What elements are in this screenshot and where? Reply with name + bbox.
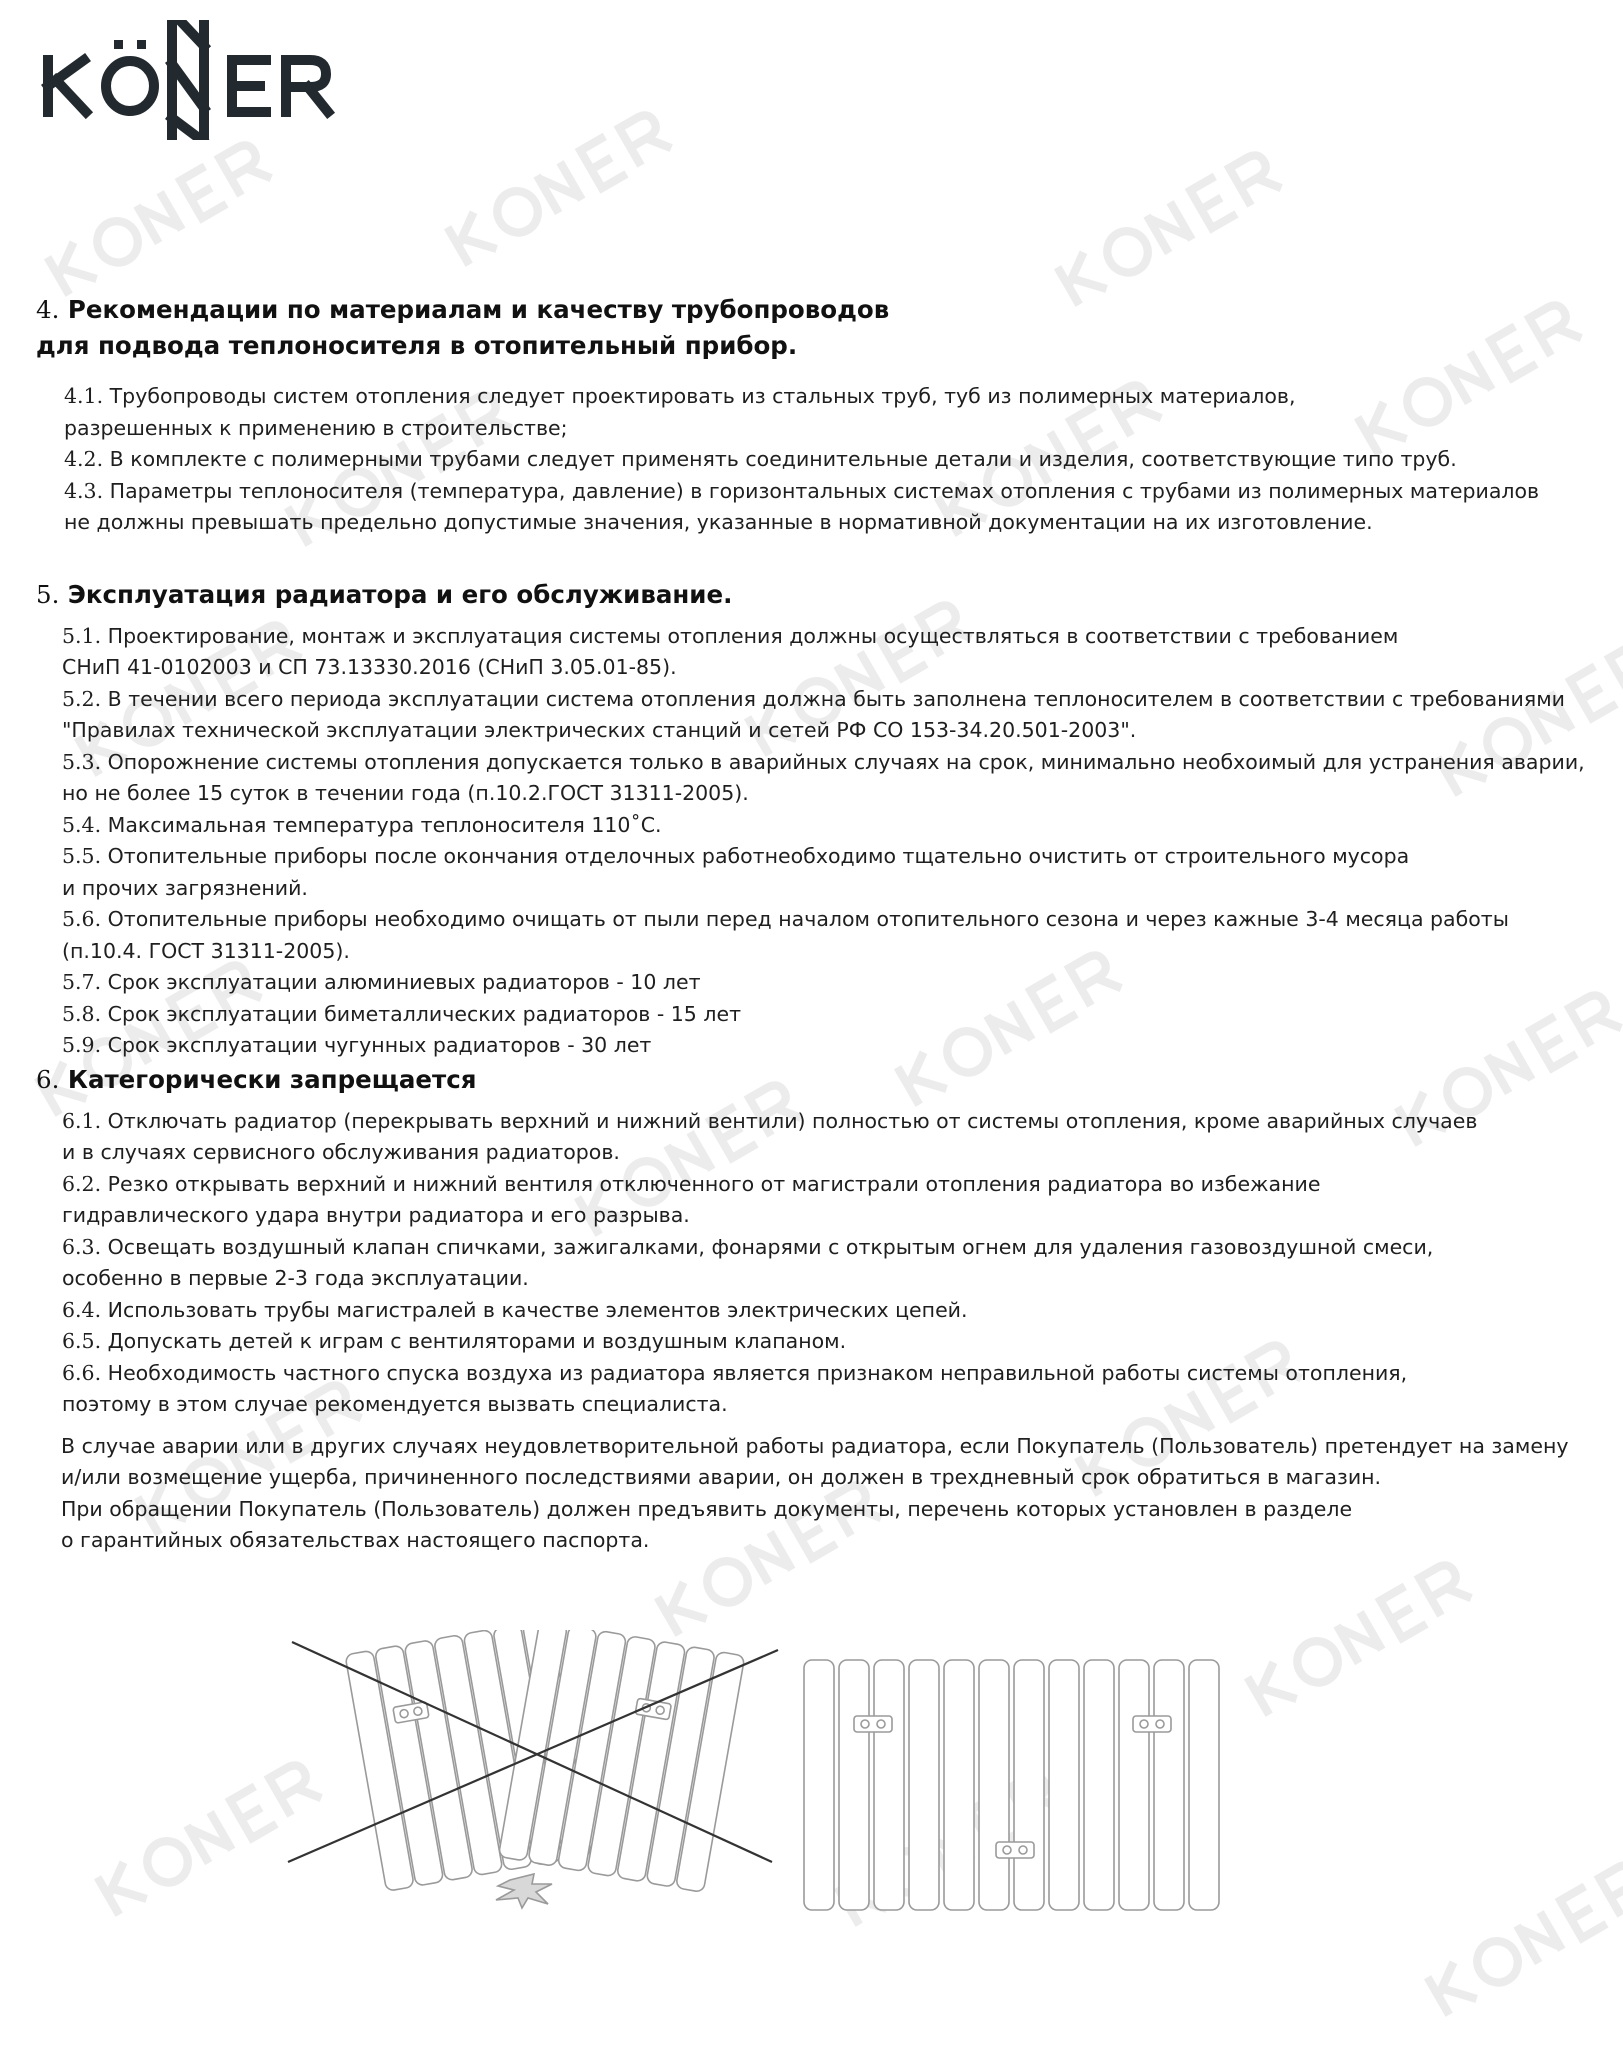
list-item-line bbox=[62, 1169, 1606, 1201]
section-4-heading bbox=[36, 292, 1606, 364]
list-item bbox=[62, 1106, 1606, 1169]
section-4-title-line-1: Рекомендации по материалам и качеству трубопроводов bbox=[67, 295, 890, 324]
list-item-number: 5.2. bbox=[62, 686, 102, 711]
list-item-line bbox=[62, 1200, 1606, 1232]
list-item-line bbox=[64, 476, 1606, 508]
list-item bbox=[62, 999, 1606, 1031]
list-item-line bbox=[62, 778, 1606, 810]
list-item-text: и прочих загрязнений. bbox=[62, 875, 308, 900]
brand-logo bbox=[40, 20, 400, 140]
list-item-text: Трубопроводы систем отопления следует проектировать из стальных труб, туб из полимерных материалов, bbox=[109, 384, 1296, 408]
list-item-text: Срок эксплуатации биметаллических радиаторов - 15 лет bbox=[107, 1001, 742, 1026]
list-item-line bbox=[64, 381, 1606, 413]
list-item-line bbox=[62, 810, 1606, 842]
list-item-text: особенно в первые 2-3 года эксплуатации. bbox=[62, 1266, 529, 1290]
list-item-number: 6.1. bbox=[62, 1108, 102, 1133]
leak-splash-icon bbox=[496, 1874, 552, 1908]
list-item-line bbox=[62, 1232, 1606, 1264]
list-item-line bbox=[62, 999, 1606, 1031]
final-line: о гарантийных обязательствах настоящего паспорта. bbox=[61, 1528, 650, 1552]
list-item-text: Параметры теплоносителя (температура, давление) в горизонтальных системах отопления с трубами из полимерных материалов bbox=[109, 478, 1540, 503]
section-5-heading bbox=[36, 577, 1606, 613]
list-item-line bbox=[64, 444, 1606, 476]
section-6-title: Категорически запрещается bbox=[67, 1064, 477, 1094]
list-item-number: 6.2. bbox=[62, 1171, 102, 1196]
section-5-items bbox=[36, 621, 1606, 1062]
list-item-text: СНиП 41-0102003 и СП 73.13330.2016 (СНиП 3.05.01-85). bbox=[62, 655, 677, 679]
list-item-text: Отключать радиатор (перекрывать верхний и нижний вентили) полностью от системы отопления, кроме аварийных случаев bbox=[107, 1108, 1478, 1133]
section-4-items bbox=[36, 381, 1606, 539]
list-item bbox=[62, 1326, 1606, 1358]
list-item-line bbox=[62, 1326, 1606, 1358]
list-item bbox=[64, 381, 1606, 444]
list-item bbox=[64, 444, 1606, 476]
list-item-number: 5.9. bbox=[62, 1033, 102, 1057]
list-item-number: 5.7. bbox=[62, 970, 102, 994]
section-4-number: 4. bbox=[36, 295, 60, 324]
section-5-title: Эксплуатация радиатора и его обслуживание. bbox=[67, 579, 733, 609]
list-item bbox=[62, 747, 1606, 810]
list-item-number: 4.1. bbox=[64, 384, 104, 408]
list-item-line bbox=[62, 904, 1606, 936]
list-item-text: и в случаях сервисного обслуживания радиаторов. bbox=[62, 1140, 620, 1164]
list-item-line bbox=[62, 1106, 1606, 1138]
right-bent-radiator-half bbox=[498, 1630, 745, 1892]
list-item-line bbox=[62, 1263, 1606, 1295]
final-line: и/или возмещение ущерба, причиненного последствиями аварии, он должен в трехдневный срок обратиться в магазин. bbox=[61, 1465, 1382, 1489]
list-item bbox=[62, 904, 1606, 967]
section-4-title-line-2: для подвода теплоносителя в отопительный прибор. bbox=[36, 331, 798, 360]
list-item-number: 6.4. bbox=[62, 1297, 102, 1322]
list-item-number: 6.3. bbox=[62, 1234, 102, 1259]
list-item bbox=[62, 1030, 1606, 1062]
list-item-text: Отопительные приборы необходимо очищать от пыли перед началом отопительного сезона и через кажные 3-4 месяца работы bbox=[107, 907, 1509, 931]
radiator-illustrations bbox=[0, 1630, 1623, 1930]
final-paragraph bbox=[36, 1431, 1606, 1557]
list-item-line bbox=[62, 1358, 1606, 1390]
list-item-text: но не более 15 суток в течении года (п.10.2.ГОСТ 31311-2005). bbox=[62, 781, 749, 805]
document-body bbox=[36, 292, 1606, 1557]
list-item-text: не должны превышать предельно допустимые значения, указанные в нормативной документации на их изготовление. bbox=[64, 510, 1373, 534]
list-item-line bbox=[62, 1389, 1606, 1421]
watermark-logo bbox=[420, 43, 740, 297]
list-item-text: поэтому в этом случае рекомендуется вызвать специалиста. bbox=[62, 1392, 728, 1416]
list-item bbox=[64, 476, 1606, 539]
list-item-text: Опорожнение системы отопления допускается только в аварийных случаях на срок, минимально необхоимый для устранения аварии, bbox=[107, 749, 1585, 774]
section-5-number: 5. bbox=[36, 579, 60, 609]
final-line: В случае аварии или в других случаях неудовлетворительной работы радиатора, если Покупатель (Пользователь) претендует на замену bbox=[61, 1433, 1569, 1458]
list-item-text: гидравлического удара внутри радиатора и его разрыва. bbox=[62, 1203, 690, 1227]
section-6-heading bbox=[36, 1062, 1606, 1098]
list-item-number: 5.6. bbox=[62, 907, 102, 931]
list-item-text: Необходимость частного спуска воздуха из радиатора является признаком неправильной работы системы отопления, bbox=[107, 1360, 1408, 1385]
list-item-number: 5.5. bbox=[62, 844, 102, 868]
section-6-items bbox=[36, 1106, 1606, 1421]
final-line: При обращении Покупатель (Пользователь) должен предъявить документы, перечень которых установлен в разделе bbox=[61, 1496, 1353, 1521]
wrong-radiator-illustration bbox=[288, 1630, 778, 1908]
list-item-line bbox=[62, 1295, 1606, 1327]
list-item-text: Срок эксплуатации чугунных радиаторов - 30 лет bbox=[107, 1033, 652, 1057]
list-item-number: 5.8. bbox=[62, 1001, 102, 1026]
list-item-number: 6.5. bbox=[62, 1329, 102, 1353]
list-item-line bbox=[62, 652, 1606, 684]
list-item bbox=[62, 967, 1606, 999]
list-item-text: Срок эксплуатации алюминиевых радиаторов - 10 лет bbox=[107, 970, 701, 994]
list-item-line bbox=[62, 715, 1606, 747]
list-item-text: (п.10.4. ГОСТ 31311-2005). bbox=[62, 938, 350, 963]
list-item bbox=[62, 621, 1606, 684]
list-item-text: Резко открывать верхний и нижний вентиля отключенного от магистрали отопления радиатора во избежание bbox=[107, 1171, 1321, 1196]
list-item-text: "Правилах технической эксплуатации электрических станций и сетей РФ СО 153-34.20.501-2003". bbox=[62, 718, 1137, 742]
list-item-number: 6.6. bbox=[62, 1360, 102, 1385]
list-item-text: разрешенных к применению в строительстве; bbox=[64, 415, 568, 440]
list-item-line bbox=[64, 413, 1606, 445]
list-item-text: В комплекте с полимерными трубами следует применять соединительные детали и изделия, соответствующие типо труб. bbox=[109, 447, 1457, 471]
list-item-text: Использовать трубы магистралей в качестве элементов электрических цепей. bbox=[107, 1297, 968, 1322]
correct-radiator-illustration bbox=[804, 1660, 1219, 1910]
list-item bbox=[62, 810, 1606, 842]
list-item-line bbox=[62, 747, 1606, 779]
list-item-line bbox=[62, 841, 1606, 873]
list-item-text: Максимальная температура теплоносителя 110˚С. bbox=[107, 812, 662, 837]
list-item bbox=[62, 684, 1606, 747]
list-item-line bbox=[62, 621, 1606, 653]
list-item-line bbox=[64, 507, 1606, 539]
list-item-text: Проектирование, монтаж и эксплуатация системы отопления должны осуществляться в соответствии с требованием bbox=[107, 623, 1399, 648]
section-6-number: 6. bbox=[36, 1064, 60, 1094]
list-item-line bbox=[62, 873, 1606, 905]
list-item bbox=[62, 1295, 1606, 1327]
list-item bbox=[62, 1232, 1606, 1295]
list-item-number: 5.1. bbox=[62, 623, 102, 648]
list-item-number: 4.3. bbox=[64, 478, 104, 503]
list-item bbox=[62, 1169, 1606, 1232]
list-item-text: Допускать детей к играм с вентиляторами и воздушным клапаном. bbox=[107, 1329, 847, 1353]
list-item-text: Отопительные приборы после окончания отделочных работнеобходимо тщательно очистить от строительного мусора bbox=[107, 844, 1410, 868]
list-item-text: В течении всего периода эксплуатации система отопления должна быть заполнена теплоносителем в соответствии с требованиями bbox=[107, 686, 1565, 711]
list-item-number: 4.2. bbox=[64, 447, 104, 471]
list-item-line bbox=[62, 1030, 1606, 1062]
list-item-line bbox=[62, 684, 1606, 716]
list-item-line bbox=[62, 936, 1606, 968]
list-item-number: 5.3. bbox=[62, 749, 102, 774]
list-item-line bbox=[62, 1137, 1606, 1169]
list-item bbox=[62, 1358, 1606, 1421]
list-item-number: 5.4. bbox=[62, 812, 102, 837]
list-item-line bbox=[62, 967, 1606, 999]
list-item-text: Освещать воздушный клапан спичками, зажигалками, фонарями с открытым огнем для удаления газовоздушной смеси, bbox=[107, 1234, 1434, 1259]
list-item bbox=[62, 841, 1606, 904]
